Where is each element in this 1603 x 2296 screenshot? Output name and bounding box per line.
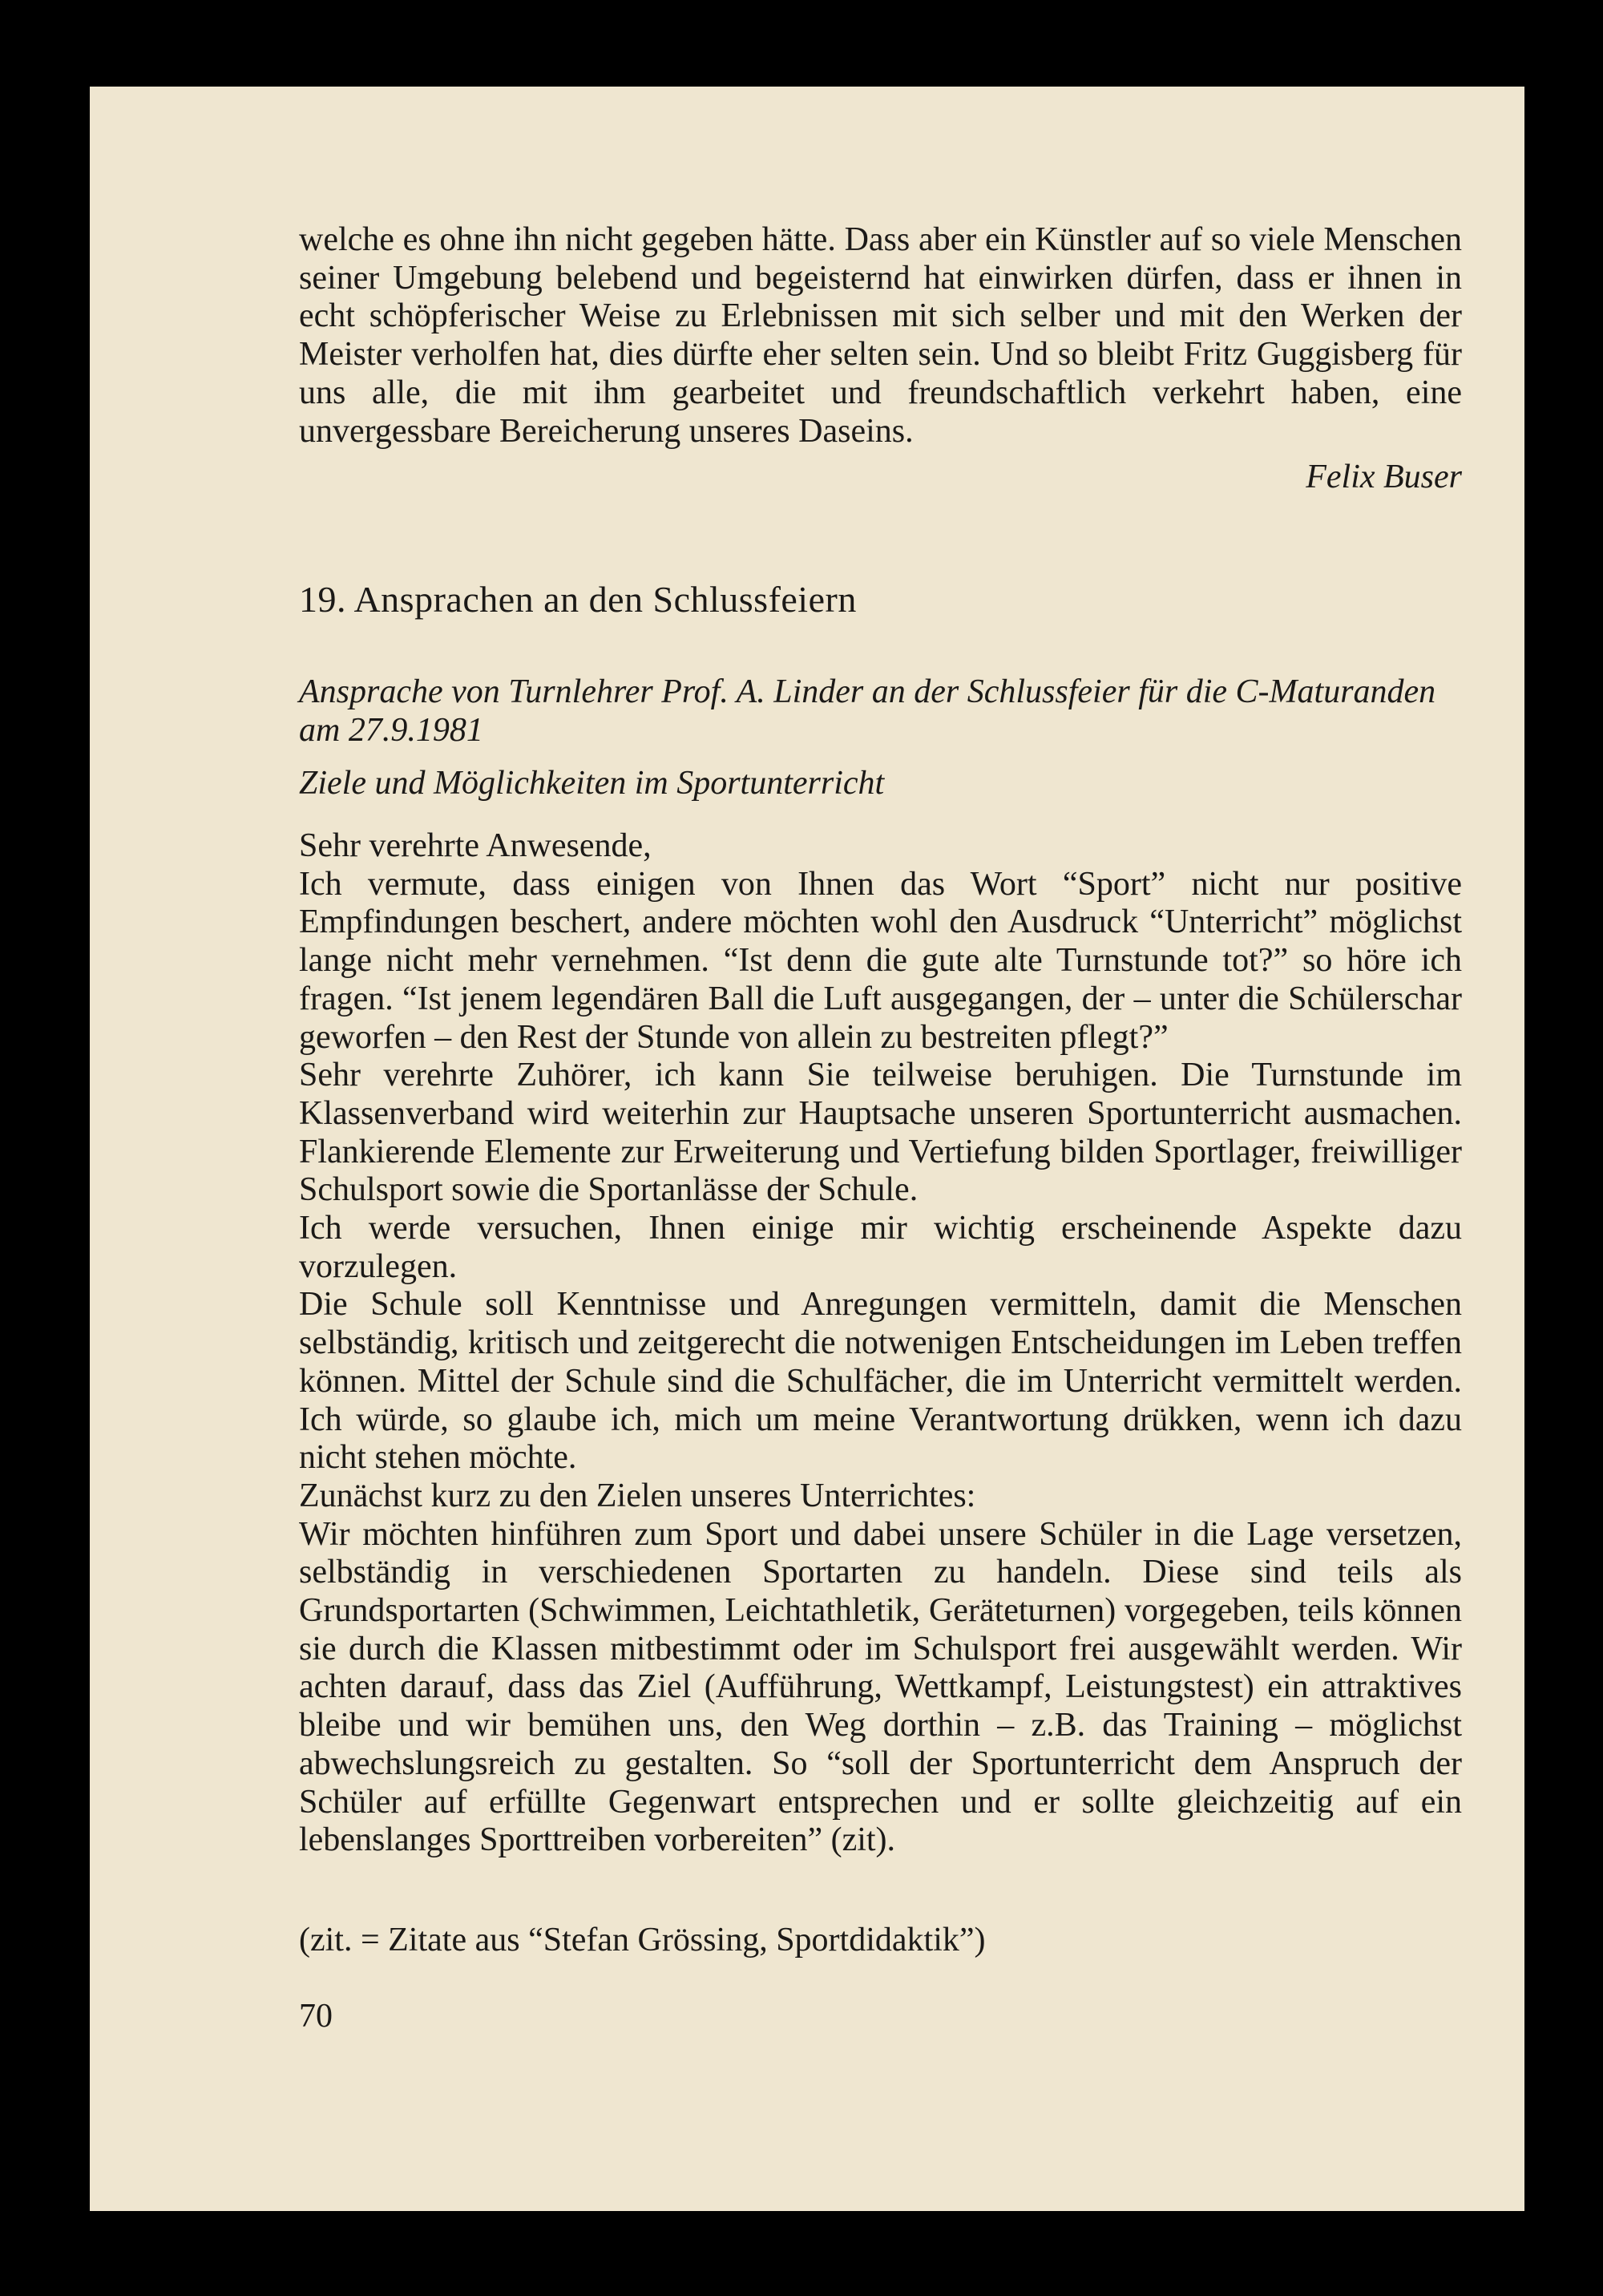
body-paragraph: Ich vermute, dass einigen von Ihnen das Wort “Sport” nicht nur positive Empfindungen beschert, andere möchten wohl den Ausdruck “Unterricht” möglichst lange nicht mehr vernehmen. “Ist denn die gute alte Turnstunde tot?” so höre ich fragen. “Ist jenem legendären Ball die Luft ausgegangen, der – unter die Schülerschar geworfen – den Rest der Stunde von allein zu bestreiten pflegt?” xyxy=(299,865,1462,1056)
citation-note: (zit. = Zitate aus “Stefan Grössing, Sportdidaktik”) xyxy=(299,1922,986,1958)
signature: Felix Buser xyxy=(1306,459,1462,495)
body-paragraph: Ich werde versuchen, Ihnen einige mir wichtig erscheinende Aspekte dazu vorzulegen. xyxy=(299,1210,1462,1285)
speech-title: Ansprache von Turnlehrer Prof. A. Linder an der Schlussfeier für die C-Maturanden am 27.9.1981 xyxy=(299,673,1436,749)
page-number: 70 xyxy=(299,1998,333,2035)
speech-body xyxy=(299,827,1462,1860)
body-paragraph: Sehr verehrte Zuhörer, ich kann Sie teilweise beruhigen. Die Turnstunde im Klassenverband wird weiterhin zur Hauptsache unseren Sportunterricht ausmachen. Flankierende Elemente zur Erweiterung und Vertiefung bilden Sportlager, freiwilliger Schulsport sowie die Sportanlässe der Schule. xyxy=(299,1057,1462,1209)
section-heading: 19. Ansprachen an den Schlussfeiern xyxy=(299,579,857,620)
salutation: Sehr verehrte Anwesende, xyxy=(299,827,652,864)
intro-paragraph: welche es ohne ihn nicht gegeben hätte. Dass aber ein Künstler auf so viele Menschen seiner Umgebung belebend und begeisternd hat einwirken dürfen, dass er ihnen in echt schöpferischer Weise zu Erlebnissen mit sich selber und mit den Werken der Meister verholfen hat, dies dürfte eher selten sein. Und so bleibt Fritz Guggisberg für uns alle, die mit ihm gearbeitet und freundschaftlich verkehrt haben, eine unvergessbare Bereicherung unseres Daseins. xyxy=(299,221,1462,450)
body-paragraph: Wir möchten hinführen zum Sport und dabei unsere Schüler in die Lage versetzen, selbständig in verschiedenen Sportarten zu handeln. Diese sind teils als Grundsportarten (Schwimmen, Leichtathletik, Geräteturnen) vorgegeben, teils können sie durch die Klassen mitbestimmt oder im Schulsport frei ausgewählt werden. Wir achten darauf, dass das Ziel (Aufführung, Wettkampf, Leistungstest) ein attraktives bleibe und wir bemühen uns, den Weg dorthin – z.B. das Training – möglichst abwechslungsreich zu gestalten. So “soll der Sportunterricht dem Anspruch der Schüler auf erfüllte Gegenwart entsprechen und er sollte gleichzeitig auf ein lebenslanges Sporttreiben vorbereiten” (zit). xyxy=(299,1515,1462,1859)
speech-subtitle: Ziele und Möglichkeiten im Sportunterricht xyxy=(299,765,885,802)
body-paragraph: Die Schule soll Kenntnisse und Anregungen vermitteln, damit die Menschen selbständig, kritisch und zeitgerecht die notwenigen Entscheidungen im Leben treffen können. Mittel der Schule sind die Schulfächer, die im Unterricht vermittelt werden. Ich würde, so glaube ich, mich um meine Verantwortung drükken, wenn ich dazu nicht stehen möchte. xyxy=(299,1286,1462,1477)
body-paragraph: Zunächst kurz zu den Zielen unseres Unterrichtes: xyxy=(299,1477,976,1514)
